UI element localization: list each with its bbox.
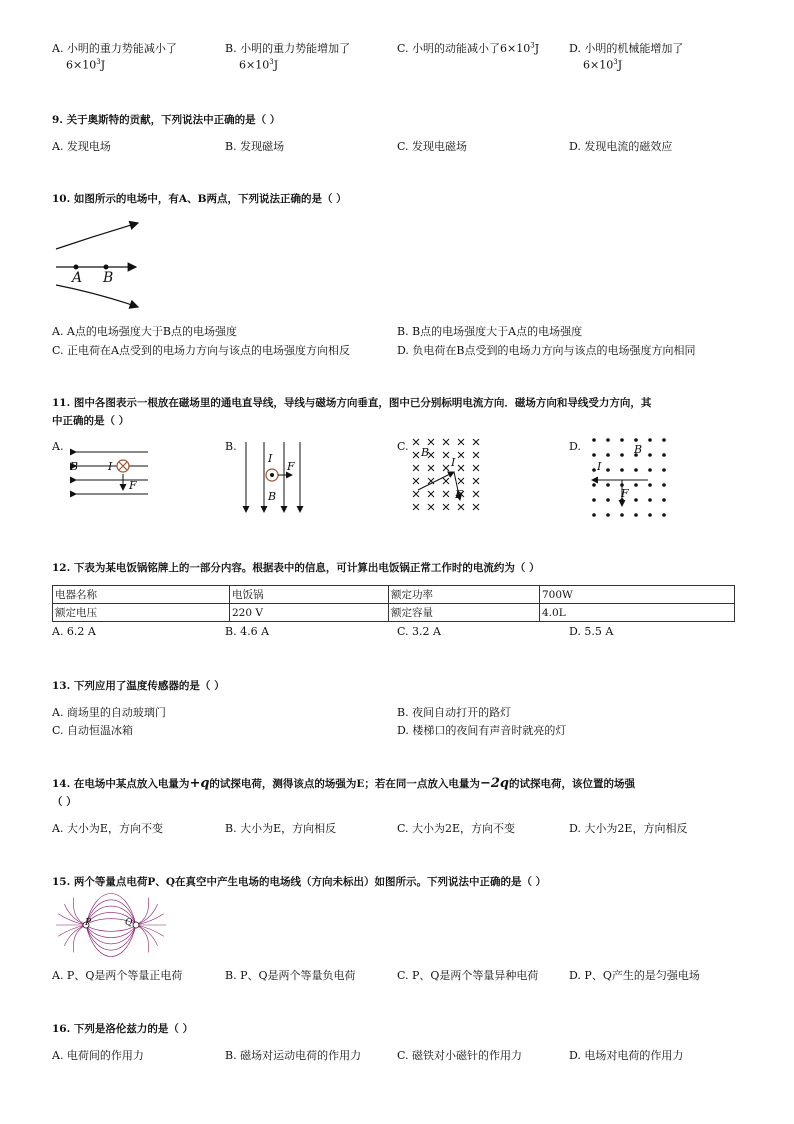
- dot-mark: [592, 498, 596, 502]
- q12-stem: 12. 下表为某电饭锅铭牌上的一部分内容。根据表中的信息，可计算出电饭锅正常工作时的电流约为（ ）: [52, 562, 540, 574]
- q14-option-a: A. 大小为E，方向不变: [52, 822, 163, 835]
- q11-c-label-f: F: [455, 488, 463, 501]
- dot-mark: [648, 513, 652, 517]
- dot-mark: [662, 498, 666, 502]
- q16-option-a: A. 电荷间的作用力: [52, 1049, 144, 1062]
- dot-mark: [662, 453, 666, 457]
- q15-field-line-diagram: [52, 892, 176, 958]
- q10-stem: 10. 如图所示的电场中，有A、B两点，下列说法正确的是（ ）: [52, 193, 347, 205]
- table-cell: 额定电压: [53, 604, 230, 622]
- q15-option-a: A. P、Q是两个等量正电荷: [52, 969, 183, 982]
- dot-mark: [592, 453, 596, 457]
- q10-label-b: B: [103, 270, 114, 286]
- q11-stem-line1: 11. 图中各图表示一根放在磁场里的通电直导线，导线与磁场方向垂直，图中已分别标明电流方向．磁场方向和导线受力方向，其: [52, 397, 652, 409]
- q11-a-label-i: I: [108, 460, 113, 473]
- q11-label-a: A.: [52, 440, 64, 453]
- q9-option-a: A. 发现电场: [52, 140, 111, 153]
- dot-mark: [592, 513, 596, 517]
- dot-mark: [634, 498, 638, 502]
- dot-mark: [648, 468, 652, 472]
- q11-d-label-f: F: [621, 487, 629, 500]
- dot-mark: [606, 483, 610, 487]
- q8-b-line2: $6\times 10^3J$: [239, 58, 279, 72]
- dot-mark: [662, 468, 666, 472]
- cross-mark: [473, 439, 479, 445]
- cross-mark: [413, 504, 419, 510]
- table-cell: 额定容量: [389, 604, 540, 622]
- dot-mark: [648, 483, 652, 487]
- q8-b-line1: B. 小明的重力势能增加了: [225, 42, 351, 55]
- q8-c-line1: C. 小明的动能减小了$6\times 10^3J$: [397, 41, 540, 55]
- cross-mark: [428, 465, 434, 471]
- q12-option-a: A. 6.2 A: [52, 625, 96, 638]
- q10-label-a: A: [72, 270, 83, 286]
- cross-mark: [458, 478, 464, 484]
- q11-diagram-d: [588, 434, 668, 520]
- q15-option-c: C. P、Q是两个等量异种电荷: [397, 969, 539, 982]
- q16-option-d: D. 电场对电荷的作用力: [569, 1049, 684, 1062]
- dot-mark: [662, 483, 666, 487]
- field-line: [136, 898, 149, 925]
- q14-option-b: B. 大小为E，方向相反: [225, 822, 337, 835]
- dot-mark: [620, 513, 624, 517]
- dot-mark: [634, 513, 638, 517]
- dot-mark: [648, 438, 652, 442]
- table-cell: 220 V: [230, 604, 389, 622]
- cross-mark: [428, 439, 434, 445]
- cross-mark: [413, 439, 419, 445]
- cross-mark: [428, 504, 434, 510]
- dot-mark: [606, 468, 610, 472]
- cross-mark: [413, 491, 419, 497]
- q8-d-line1: D. 小明的机械能增加了: [569, 42, 684, 55]
- q13-option-a: A. 商场里的自动玻璃门: [52, 706, 166, 719]
- cross-mark: [443, 491, 449, 497]
- cross-mark: [413, 465, 419, 471]
- q9-stem: 9. 关于奥斯特的贡献，下列说法中正确的是（ ）: [52, 114, 281, 126]
- q15-option-d: D. P、Q产生的是匀强电场: [569, 969, 700, 982]
- q10-option-b: B. B点的电场强度大于A点的电场强度: [397, 325, 583, 338]
- cross-mark: [458, 452, 464, 458]
- dot-mark: [634, 468, 638, 472]
- dot-mark: [620, 468, 624, 472]
- q11-stem-line2: 中正确的是（ ）: [52, 415, 130, 427]
- q15-option-b: B. P、Q是两个等量负电荷: [225, 969, 356, 982]
- cross-mark: [443, 452, 449, 458]
- cross-mark: [443, 439, 449, 445]
- dot-mark: [620, 438, 624, 442]
- q15-label-p: P: [85, 918, 92, 928]
- cross-mark: [473, 465, 479, 471]
- table-cell: 700W: [540, 586, 735, 604]
- q12-option-c: C. 3.2 A: [397, 625, 441, 638]
- q16-option-c: C. 磁铁对小磁针的作用力: [397, 1049, 523, 1062]
- dot-mark: [620, 453, 624, 457]
- cross-mark: [458, 439, 464, 445]
- dot-mark: [662, 513, 666, 517]
- cross-mark: [443, 504, 449, 510]
- q11-d-label-i: I: [597, 460, 602, 473]
- dot-mark: [634, 483, 638, 487]
- q16-stem: 16. 下列是洛伦兹力的是（ ）: [52, 1023, 194, 1035]
- table-cell: 4.0L: [540, 604, 735, 622]
- table-cell: 额定功率: [389, 586, 540, 604]
- q8-a-line2: $6\times 10^3J$: [66, 58, 106, 72]
- q11-label-b: B.: [225, 440, 237, 453]
- nameplate-table: [52, 585, 735, 622]
- q13-option-d: D. 楼梯口的夜间有声音时就亮的灯: [397, 724, 567, 737]
- q11-b-label-f: F: [287, 460, 295, 473]
- q8-d-line2: $6\times 10^3J$: [583, 58, 623, 72]
- field-line: [73, 925, 86, 952]
- q11-c-label-b: B: [421, 446, 430, 459]
- q14-stem-line1: 14. 在电场中某点放入电量为+q的试探电荷，测得该点的场强为E；若在同一点放入电量为−2q的试探电荷，该位置的场强: [52, 776, 635, 791]
- q11-diagram-a: [66, 448, 156, 498]
- dot-mark: [606, 498, 610, 502]
- table-cell: 电饭锅: [230, 586, 389, 604]
- cross-mark: [473, 452, 479, 458]
- dot-mark: [606, 438, 610, 442]
- dot-mark: [634, 438, 638, 442]
- q14-option-d: D. 大小为2E，方向相反: [569, 822, 688, 835]
- table-row: [53, 604, 735, 622]
- q14-stem-line2: （ ）: [52, 796, 77, 808]
- q14-option-c: C. 大小为2E，方向不变: [397, 822, 516, 835]
- q15-label-q: Q: [125, 918, 133, 928]
- charge-marker: [133, 922, 139, 928]
- field-line: [136, 925, 149, 952]
- q11-a-label-f: F: [129, 479, 137, 492]
- q15-stem: 15. 两个等量点电荷P、Q在真空中产生电场的电场线（方向未标出）如图所示。下列说法中正确的是（ ）: [52, 876, 547, 888]
- table-cell: 电器名称: [53, 586, 230, 604]
- cross-mark: [458, 465, 464, 471]
- q11-c-label-i: I: [451, 456, 456, 469]
- cross-mark: [473, 504, 479, 510]
- cross-mark: [458, 504, 464, 510]
- cross-mark: [473, 491, 479, 497]
- dot-mark: [592, 438, 596, 442]
- q13-option-c: C. 自动恒温冰箱: [52, 724, 134, 737]
- q11-d-label-b: B: [634, 443, 643, 456]
- q13-stem: 13. 下列应用了温度传感器的是（ ）: [52, 680, 225, 692]
- q9-option-b: B. 发现磁场: [225, 140, 285, 153]
- q10-option-d: D. 负电荷在B点受到的电场力方向与该点的电场强度方向相同: [397, 344, 696, 357]
- q16-option-b: B. 磁场对运动电荷的作用力: [225, 1049, 362, 1062]
- q9-option-c: C. 发现电磁场: [397, 140, 468, 153]
- cross-mark: [428, 491, 434, 497]
- q11-b-label-i: I: [268, 452, 273, 465]
- q9-option-d: D. 发现电流的磁效应: [569, 140, 673, 153]
- q13-option-b: B. 夜间自动打开的路灯: [397, 706, 512, 719]
- dot-mark: [648, 453, 652, 457]
- q12-option-b: B. 4.6 A: [225, 625, 270, 638]
- dot-mark: [662, 438, 666, 442]
- dot-mark: [606, 453, 610, 457]
- q11-b-label-b: B: [268, 490, 277, 503]
- cross-mark: [443, 478, 449, 484]
- q11-label-c: C.: [397, 440, 409, 453]
- table-row: [53, 586, 735, 604]
- q11-a-label-b: B: [70, 460, 79, 473]
- q10-option-c: C. 正电荷在A点受到的电场力方向与该点的电场强度方向相反: [52, 344, 350, 357]
- dot-mark: [592, 483, 596, 487]
- cross-mark: [413, 452, 419, 458]
- q8-a-line1: A. 小明的重力势能减小了: [52, 42, 177, 55]
- q11-label-d: D.: [569, 440, 581, 453]
- q12-option-d: D. 5.5 A: [569, 625, 614, 638]
- q10-option-a: A. A点的电场强度大于B点的电场强度: [52, 325, 237, 338]
- cross-mark: [413, 478, 419, 484]
- cross-mark: [443, 465, 449, 471]
- q10-field-diagram: [52, 215, 152, 315]
- dot-mark: [606, 513, 610, 517]
- dot-mark: [648, 498, 652, 502]
- dot-mark: [592, 468, 596, 472]
- cross-mark: [473, 478, 479, 484]
